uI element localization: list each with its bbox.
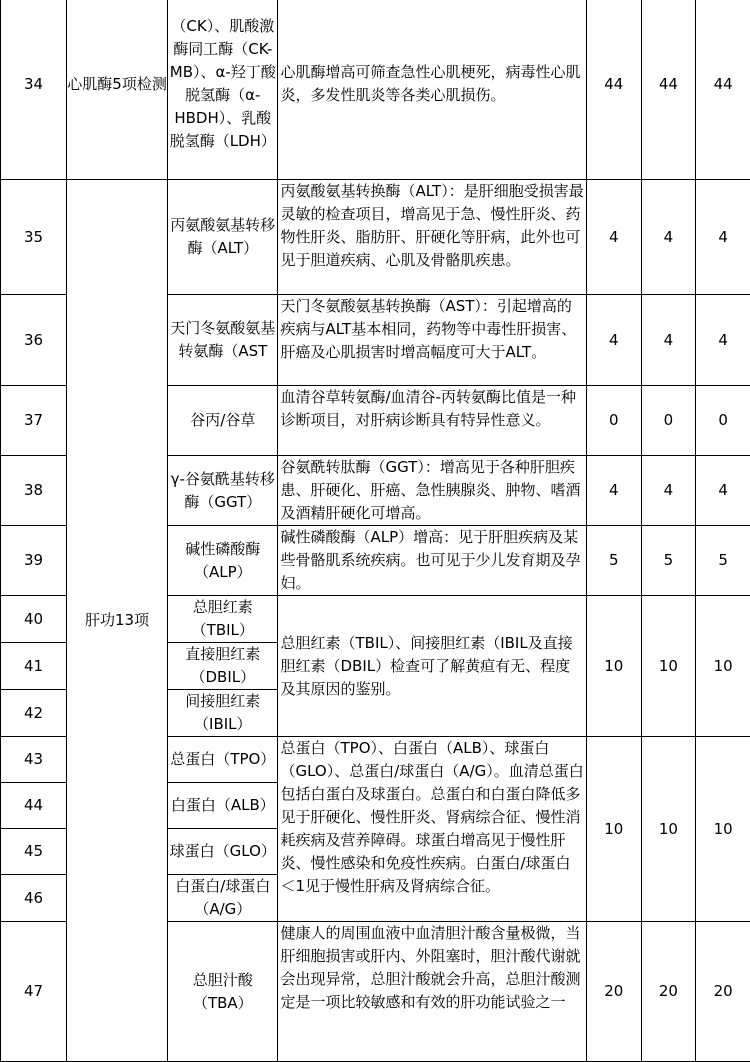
item-name: 谷丙/谷草: [168, 386, 278, 456]
row-number: 34: [1, 0, 67, 180]
value-cell: 44: [641, 0, 696, 180]
table-row: [1, 180, 750, 295]
value-cell: 4: [641, 295, 696, 386]
value-cell: 4: [641, 456, 696, 526]
value-cell: 5: [696, 526, 750, 596]
item-description: 血清谷草转氨酶/血清谷-丙转氨酶比值是一种诊断项目，对肝病诊断具有特异性意义。: [278, 386, 586, 456]
item-name: 间接胆红素（IBIL）: [168, 690, 278, 737]
item-description: 健康人的周围血液中血清胆汁酸含量极微，当肝细胞损害或肝内、外阻塞时，胆汁酸代谢就会出现异常，总胆汁酸就会升高，总胆汁酸测定是一项比较敏感和有效的肝功能试验之一: [278, 922, 586, 1062]
category-cell: 肝功13项: [67, 180, 168, 1062]
value-cell: 4: [586, 295, 641, 386]
row-number: 42: [1, 690, 67, 737]
value-cell: 20: [586, 922, 641, 1062]
value-cell: 20: [696, 922, 750, 1062]
item-name: 天门冬氨酸氨基转氨酶（AST: [168, 295, 278, 386]
row-number: 46: [1, 875, 67, 922]
value-cell: 10: [641, 596, 696, 737]
value-cell: 10: [696, 737, 750, 922]
row-number: 37: [1, 386, 67, 456]
value-cell: 4: [641, 180, 696, 295]
row-number: 47: [1, 922, 67, 1062]
value-cell: 0: [696, 386, 750, 456]
value-cell: 4: [696, 295, 750, 386]
value-cell: 5: [586, 526, 641, 596]
row-number: 44: [1, 783, 67, 829]
value-cell: 10: [586, 596, 641, 737]
value-cell: 20: [641, 922, 696, 1062]
value-cell: 4: [586, 180, 641, 295]
item-description: 碱性磷酸酶（ALP）增高：见于肝胆疾病及某些骨骼肌系统疾病。也可见于少儿发育期及孕妇。: [278, 526, 586, 596]
item-description: 谷氨酰转肽酶（GGT）：增高见于各种肝胆疾患、肝硬化、肝癌、急性胰腺炎、肿物、嗜酒及酒精肝硬化可增高。: [278, 456, 586, 526]
value-cell: 0: [586, 386, 641, 456]
value-cell: 10: [641, 737, 696, 922]
row-number: 45: [1, 829, 67, 875]
item-description: 总胆红素（TBIL）、间接胆红素（IBIL及直接胆红素（DBIL）检查可了解黄疸有无、程度及其原因的鉴别。: [278, 596, 586, 737]
table-row: [1, 0, 750, 180]
item-name: 白蛋白/球蛋白（A/G）: [168, 875, 278, 922]
row-number: 38: [1, 456, 67, 526]
item-name: 白蛋白（ALB）: [168, 783, 278, 829]
row-number: 41: [1, 643, 67, 690]
item-description: 丙氨酸氨基转换酶（ALT）：是肝细胞受损害最灵敏的检查项目，增高见于急、慢性肝炎、药物性肝炎、脂肪肝、肝硬化等肝病，此外也可见于胆道疾病、心肌及骨骼肌疾患。: [278, 180, 586, 295]
item-name: 总胆汁酸（TBA）: [168, 922, 278, 1062]
item-name: 总蛋白（TPO）: [168, 737, 278, 783]
value-cell: 4: [696, 456, 750, 526]
item-description: 天门冬氨酸氨基转换酶（AST）：引起增高的疾病与ALT基本相同，药物等中毒性肝损害、肝癌及心肌损害时增高幅度可大于ALT。: [278, 295, 586, 386]
row-number: 40: [1, 596, 67, 643]
value-cell: 0: [641, 386, 696, 456]
item-name: 碱性磷酸酶（ALP）: [168, 526, 278, 596]
value-cell: 44: [696, 0, 750, 180]
row-number: 43: [1, 737, 67, 783]
category-cell: 心肌酶5项检测: [67, 0, 168, 180]
value-cell: 4: [586, 456, 641, 526]
value-cell: 5: [641, 526, 696, 596]
item-description: 心肌酶增高可筛查急性心肌梗死，病毒性心肌炎，多发性肌炎等各类心肌损伤。: [278, 0, 586, 180]
row-number: 39: [1, 526, 67, 596]
row-number: 36: [1, 295, 67, 386]
item-description: 总蛋白（TPO）、白蛋白（ALB）、球蛋白（GLO）、总蛋白/球蛋白（A/G）。血清总蛋白包括白蛋白及球蛋白。总蛋白和白蛋白降低多见于肝硬化、慢性肝炎、肾病综合征、慢性消耗疾病及营养障碍。球蛋白增高见于慢性肝炎、慢性感染和免疫性疾病。白蛋白/球蛋白＜1见于慢性肝病及肾病综合征。: [278, 737, 586, 922]
item-name: γ-谷氨酰基转移酶（GGT）: [168, 456, 278, 526]
value-cell: 4: [696, 180, 750, 295]
item-name: 直接胆红素（DBIL）: [168, 643, 278, 690]
item-name: 球蛋白（GLO）: [168, 829, 278, 875]
row-number: 35: [1, 180, 67, 295]
value-cell: 44: [586, 0, 641, 180]
item-name: （CK）、肌酸激酶同工酶（CK-MB）、α-羟丁酸脱氢酶（α-HBDH）、乳酸脱氢酶（LDH）: [168, 0, 278, 180]
value-cell: 10: [696, 596, 750, 737]
item-name: 丙氨酸氨基转移酶（ALT）: [168, 180, 278, 295]
value-cell: 10: [586, 737, 641, 922]
item-name: 总胆红素（TBIL）: [168, 596, 278, 643]
